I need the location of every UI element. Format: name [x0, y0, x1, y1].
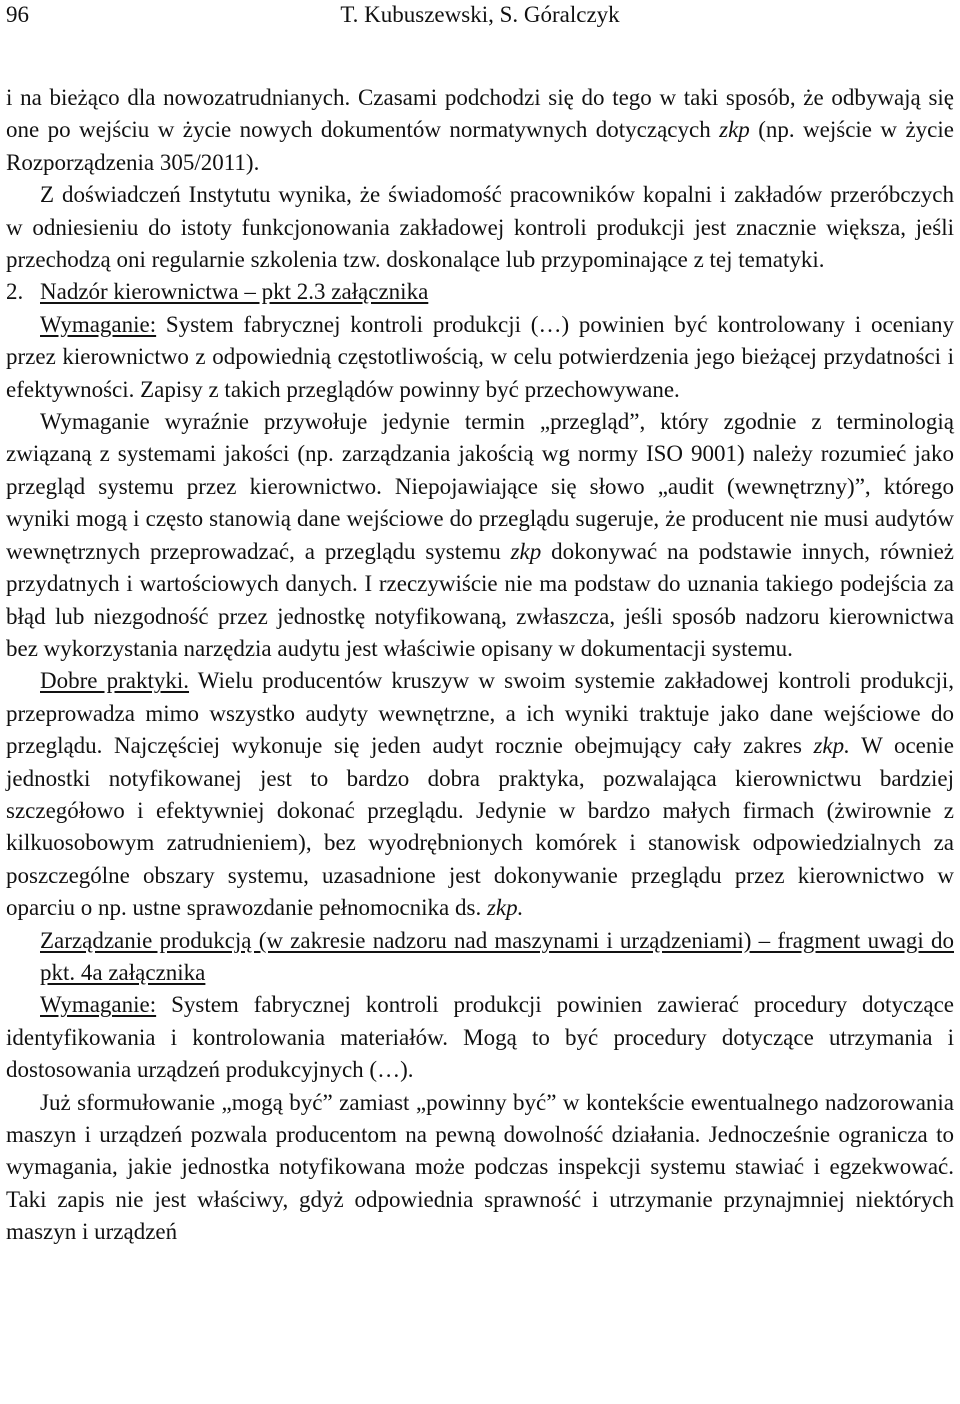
running-head-authors: T. Kubuszewski, S. Góralczyk [340, 2, 620, 27]
good-practices-label: Dobre praktyki. [40, 668, 190, 694]
paragraph-machinery-discussion: Już sformułowanie „mogą być” zamiast „powinny być” w kontekście ewentualnego nadzorowania maszyn i urządzeń pozwala producentom na pewną dowolność działania. Jednocześnie ogranicza to wymagania, jakie jednostka notyfikowana może podczas inspekcji systemu stawiać i egzekwować. Taki zapis nie jest właściwy, gdyż odpowiednia sprawność i utrzymanie przynajmniej niektórych maszyn i urządzeń [6, 1089, 954, 1245]
section-number [6, 925, 40, 957]
paragraph-institute-experience: Z doświadczeń Instytutu wynika, że świadomość pracowników kopalni i zakładów przeróbczych w odniesieniu do istoty funkcjonowania zakładowej kontroli produkcji jest znacznie większa, jeśli przechodzą oni regularnie szkolenia tzw. doskonalące lub przypominające z tej tematyki. [6, 182, 954, 273]
section-heading-3 [6, 925, 954, 990]
requirement-label: Wymaganie: [40, 992, 157, 1018]
requirement-label: Wymaganie: [40, 311, 157, 337]
requirement-paragraph-1: Wymaganie: System fabrycznej kontroli produkcji (…) powinien być kontrolowany i oceniany przez kierownictwo z odpowiednią częstotliwością, w celu potwierdzenia jego bieżącej przydatności i efektywności. Zapisy z takich przeglądów powinny być przechowywane. [6, 311, 954, 402]
page-number: 96 [6, 2, 29, 27]
section-heading-2 [6, 276, 954, 308]
section-number: 2. [6, 279, 24, 305]
paragraph-good-practices: Dobre praktyki. Wielu producentów kruszyw w swoim systemie zakładowej kontroli produkcji, przeprowadza mimo wszystko audyty wewnętrzne, a ich wyniki traktuje jako dane wejściowe do przeglądu. Najczęściej wykonuje się jeden audyt rocznie obejmujący cały zakres zkp. W ocenie jednostki notyfikowanej jest to bardzo dobra praktyka, pozwalająca kierownictwu bardziej szczegółowo i efektywniej dokonać przeglądu. Jedynie w bardzo małych firmach (żwirownie z kilkuosobowym zatrudnieniem), bez wyodrębnionych komórek i stanowisk odpowiedzialnych za poszczególne obszary systemu, uzasadnione jest dokonywanie przeglądu przez kierownictwo w oparciu o np. ustne sprawozdanie pełnomocnika ds. zkp. [6, 668, 954, 921]
document-body [6, 82, 954, 1249]
running-head [6, 0, 954, 30]
requirement-paragraph-2: Wymaganie: System fabrycznej kontroli produkcji powinien zawierać procedury dotyczące identyfikowania i kontrolowania materiałów. Mogą to być procedury dotyczące utrzymania i dostosowania urządzeń produkcyjnych (…). [6, 992, 954, 1083]
paragraph-review-discussion: Wymaganie wyraźnie przywołuje jedynie termin „przegląd”, który zgodnie z terminologią związaną z systemami jakości (np. zarządzania jakością wg normy ISO 9001) należy rozumieć jako przegląd systemu przez kierownictwo. Niepojawiające się słowo „audit (wewnętrzny)”, którego wyniki mogą i często stanowią dane wejściowe do przeglądu sugeruje, że producent nie musi audytów wewnętrznych przeprowadzać, a przeglądu systemu zkp dokonywać na podstawie innych, również przydatnych i wartościowych danych. I rzeczywiście nie ma podstaw do uznania takiego podejścia za błąd lub niezgodność przez jednostkę notyfikowaną, zwłaszcza, jeśli sposób nadzoru kierownictwa bez wykorzystania narzędzia audytu jest właściwie opisany w dokumentacji systemu. [6, 409, 954, 661]
paragraph-continuation: i na bieżąco dla nowozatrudnianych. Czasami podchodzi się do tego w taki sposób, że odbywają się one po wejściu w życie nowych dokumentów normatywnych dotyczących zkp (np. wejście w życie Rozporządzenia 305/2011). [6, 85, 954, 175]
section-title: Nadzór kierownictwa – pkt 2.3 załącznika [40, 279, 429, 305]
section-title: Zarządzanie produkcją (w zakresie nadzoru nad maszynami i urządzeniami) – fragment uwagi do pkt. 4a załącznika [40, 927, 954, 985]
